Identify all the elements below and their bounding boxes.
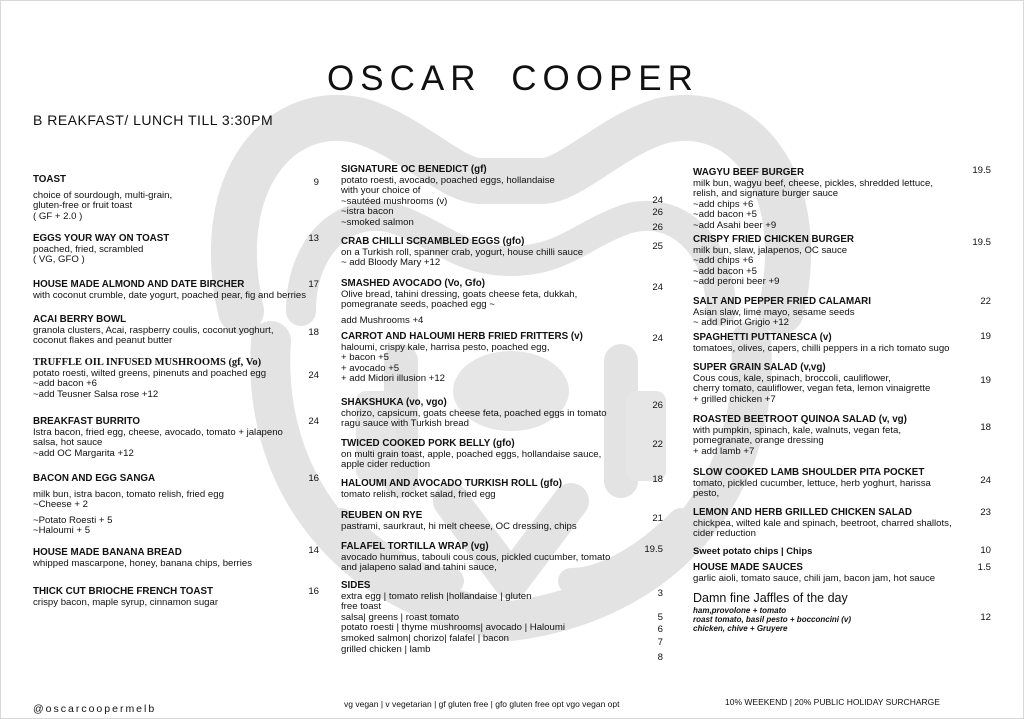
menu-item-price: 26 [652,207,663,218]
menu-item-price: 24 [652,282,663,293]
menu-item-description: potato roesti, avocado, poached eggs, hollandaise [341,174,555,186]
jaffles-price: 12 [980,612,991,623]
menu-item [693,563,963,584]
menu-item-name: TOAST [33,174,67,185]
menu-item-description: with coconut crumble, date yogurt, poached pear, fig and berries [33,289,307,301]
menu-item-price: 19.5 [972,165,991,176]
menu-item [33,417,308,459]
menu-item-description: coconut flakes and peanut butter [33,335,173,347]
menu-item-description: ~ add Pinot Grigio +12 [693,317,790,329]
menu-item-description: salsa, hot sauce [33,437,103,449]
menu-item-price: 6 [657,624,663,635]
menu-item [693,297,963,329]
menu-item-price: 24 [308,370,319,381]
menu-item-price: 26 [652,222,663,233]
menu-item [341,279,641,326]
menu-item-description: ~add bacon +5 [693,209,758,221]
menu-item-description: pomegranate, orange dressing [693,435,824,447]
menu-item [341,398,641,430]
menu-item-price: 10 [980,545,991,556]
menu-item-description: pomegranate seeds, poached egg ~ [341,299,495,311]
menu-item-description: pesto, [693,488,720,500]
menu-item [693,235,963,288]
menu-item [341,542,641,574]
menu-item-description: tomato, pickled cucumber, lettuce, herb yoghurt, harissa [693,477,931,489]
menu-item-price: 16 [308,586,319,597]
menu-item-price: 3 [657,588,663,599]
menu-item-description: ~Haloumi + 5 [33,525,91,537]
menu-item-description: ~istra bacon [341,206,394,218]
menu-item [341,439,641,471]
menu-item [693,546,963,557]
jaffle-option: roast tomato, basil pesto + bocconcini (v) [693,614,852,624]
menu-item-price: 25 [652,241,663,252]
menu-item-description: + bacon +5 [341,352,390,364]
menu-item [341,479,641,500]
menu-item-price: 8 [657,652,663,663]
menu-item-description: on a Turkish roll, spanner crab, yogurt, house chilli sauce [341,246,584,258]
menu-item-price: 21 [652,513,663,524]
menu-item-name: THICK CUT BRIOCHE FRENCH TOAST [33,586,213,597]
jaffle-option: ham,provolone + tomato [693,605,787,615]
menu-item [33,315,308,347]
menu-item-description: potato roesti | thyme mushrooms| avocado | Haloumi [341,622,565,634]
menu-item-description: ( GF + 2.0 ) [33,210,83,222]
menu-item-description: add Mushrooms +4 [341,314,424,326]
menu-item-description: ~smoked salmon [341,216,414,228]
menu-item [693,468,963,500]
menu-item-description: Asian slaw, lime mayo, sesame seeds [693,306,855,318]
menu-item-price: 19.5 [972,237,991,248]
menu-item-price: 7 [657,637,663,648]
menu-item-price: 24 [652,333,663,344]
menu-item-name: SUPER GRAIN SALAD (v,vg) [693,362,826,373]
menu-item-name: SIDES [341,580,371,591]
jaffle-option: chicken, chive + Gruyere [693,623,788,633]
menu-item [33,474,308,537]
menu-item-description: grilled chicken | lamb [341,643,431,655]
menu-item-price: 26 [652,400,663,411]
menu-item [693,415,963,457]
menu-item-description: chickpea, wilted kale and spinach, beetroot, charred shallots, [693,517,952,529]
menu-item-name: SALT AND PEPPER FRIED CALAMARI [693,296,871,307]
menu-item-description: poached, fried, scrambled [33,243,144,255]
menu-item-description: on multi grain toast, apple, poached eggs, hollandaise sauce, [341,448,602,460]
menu-item-description: Cous cous, kale, spinach, broccoli, cauliflower, [693,372,891,384]
menu-item-description: ragu sauce with Turkish bread [341,418,469,430]
menu-item-description: milk bun, slaw, jalapenos, OC sauce [693,244,848,256]
menu-item-price: 5 [657,612,663,623]
menu-item [33,280,308,301]
menu-item-description: tomatoes, olives, capers, chilli peppers in a rich tomato sugo [693,342,950,354]
menu-item-description: crispy bacon, maple syrup, cinnamon sugar [33,596,219,608]
menu-item-price: 23 [980,507,991,518]
menu-item-description: ~Potato Roesti + 5 [33,514,113,526]
menu-item-description: potato roesti, wilted greens, pinenuts and poached egg [33,367,267,379]
menu-item-name: HOUSE MADE BANANA BREAD [33,547,182,558]
menu-item [341,581,641,655]
menu-item-description: ~add bacon +6 [33,378,98,390]
menu-item [693,333,963,354]
menu-item-price: 22 [652,439,663,450]
menu-item-price: 9 [313,177,319,188]
menu-item [693,363,963,405]
menu-item [33,587,308,608]
menu-item-price: 1.5 [977,562,991,573]
menu-item-description: smoked salmon| chorizo| falafel | bacon [341,632,509,644]
menu-item-name: BACON AND EGG SANGA [33,473,156,484]
menu-item-name: SLOW COOKED LAMB SHOULDER PITA POCKET [693,467,925,478]
menu-item-description: pastrami, saurkraut, hi melt cheese, OC dressing, chips [341,520,577,532]
menu-item-name: HALOUMI AND AVOCADO TURKISH ROLL (gfo) [341,478,562,489]
menu-item-description: garlic aioli, tomato sauce, chili jam, bacon jam, hot sauce [693,572,936,584]
menu-item-price: 24 [652,195,663,206]
menu-item-price: 16 [308,473,319,484]
menu-item-description: haloumi, crispy kale, harrisa pesto, poached egg, [341,341,550,353]
menu-item-description: granola clusters, Acai, raspberry coulis, coconut yoghurt, [33,324,274,336]
menu-item-price: 19.5 [644,544,663,555]
menu-item-description: Olive bread, tahini dressing, goats cheese feta, dukkah, [341,288,578,300]
menu-item-price: 24 [308,416,319,427]
menu-item-price: 14 [308,545,319,556]
menu-item-price: 18 [980,422,991,433]
menu-item-description: choice of sourdough, multi-grain, [33,189,173,201]
menu-item-description: ~sautéed mushrooms (v) [341,195,448,207]
menu-item [33,548,308,569]
menu-item [693,508,963,540]
menu-item-description: with your choice of [341,185,421,197]
menu-item-description: ~add Teusner Salsa rose +12 [33,388,159,400]
restaurant-title: OSCAR COOPER [327,59,699,98]
menu-item-description: ~add peroni beer +9 [693,276,780,288]
menu-item-description: gluten-free or fruit toast [33,200,133,212]
menu-item-description: chorizo, capsicum, goats cheese feta, poached eggs in tomato [341,407,607,419]
menu-item-description: + add Midori illusion +12 [341,373,445,385]
menu-item-description: and jalapeno salad and tahini sauce, [341,562,497,574]
menu-item-price: 19 [980,375,991,386]
menu-item-name: TWICED COOKED PORK BELLY (gfo) [341,438,515,449]
menu-item-description: ~Cheese + 2 [33,499,88,511]
menu-item-name: HOUSE MADE ALMOND AND DATE BIRCHER [33,279,245,290]
dietary-legend: vg vegan | v vegetarian | gf gluten free | gfo gluten free opt vgo vegan opt [344,699,620,709]
menu-item-price: 22 [980,296,991,307]
menu-item-name: TRUFFLE OIL INFUSED MUSHROOMS (gf, Vo) [33,357,262,368]
menu-item-description: Istra bacon, fried egg, cheese, avocado, tomato + jalapeno [33,426,283,438]
menu-item-description: whipped mascarpone, honey, banana chips, berries [33,557,253,569]
jaffles-title: Damn fine Jaffles of the day [693,591,848,605]
menu-item-price: 24 [980,475,991,486]
menu-item-description: + grilled chicken +7 [693,393,776,405]
menu-item-name: SMASHED AVOCADO (Vo, Gfo) [341,278,486,289]
menu-item-description: avocado hummus, tabouli cous cous, pickled cucumber, tomato [341,551,611,563]
menu-item-name: ACAI BERRY BOWL [33,314,127,325]
menu-item [33,175,308,222]
menu-item-name: HOUSE MADE SAUCES [693,562,803,573]
menu-item [341,511,641,532]
menu-item-description: cider reduction [693,528,756,540]
menu-item-name: ROASTED BEETROOT QUINOA SALAD (v, vg) [693,414,907,425]
menu-subtitle: B REAKFAST/ LUNCH TILL 3:30PM [33,112,274,128]
menu-item-description: + add lamb +7 [693,445,755,457]
menu-item-description: extra egg | tomato relish |hollandaise | gluten [341,590,532,602]
menu-item-price: 19 [980,331,991,342]
menu-item-description: free toast [341,601,381,613]
menu-item-name: EGGS YOUR WAY ON TOAST [33,233,170,244]
menu-item-price: 18 [652,474,663,485]
menu-item-price: 18 [308,327,319,338]
menu-item-price: 13 [308,233,319,244]
menu-item [341,165,641,229]
menu-item-description: ~add chips +6 [693,255,754,267]
menu-item-name: SIGNATURE OC BENEDICT (gf) [341,164,487,175]
menu-item [341,237,641,269]
menu-item-description: ~add Asahi beer +9 [693,219,777,231]
menu-item-name: CRISPY FRIED CHICKEN BURGER [693,234,854,245]
menu-item-description: ~add OC Margarita +12 [33,447,134,459]
menu-item-name: SHAKSHUKA (vo, vgo) [341,397,447,408]
menu-item-name: SPAGHETTI PUTTANESCA (v) [693,332,832,343]
menu-item-name: BREAKFAST BURRITO [33,416,141,427]
jaffles-section [693,593,963,633]
menu-item-description: ~add bacon +5 [693,265,758,277]
menu-item-name: CRAB CHILLI SCRAMBLED EGGS (gfo) [341,236,525,247]
menu-item-description: tomato relish, rocket salad, fried egg [341,488,496,500]
menu-item-description: milk bun, wagyu beef, cheese, pickles, shredded lettuce, [693,177,933,189]
menu-item-description: with pumpkin, spinach, kale, walnuts, vegan feta, [693,424,901,436]
menu-item-name: REUBEN ON RYE [341,510,423,521]
menu-item-description: relish, and signature burger sauce [693,188,839,200]
menu-item-description: ( VG, GFO ) [33,254,85,266]
menu-item [341,332,641,385]
surcharge-note: 10% WEEKEND | 20% PUBLIC HOLIDAY SURCHARGE [725,697,940,707]
menu-item-description: salsa| greens | roast tomato [341,611,460,623]
menu-item-name: LEMON AND HERB GRILLED CHICKEN SALAD [693,507,912,518]
menu-item-name: Sweet potato chips | Chips [693,545,813,556]
menu-item-description: milk bun, istra bacon, tomato relish, fried egg [33,488,224,500]
menu-item-description: ~ add Bloody Mary +12 [341,257,441,269]
menu-item-name: WAGYU BEEF BURGER [693,167,805,178]
menu-item [33,234,308,266]
instagram-handle: @oscarcoopermelb [33,703,157,715]
menu-item-price: 17 [308,279,319,290]
menu-item-name: CARROT AND HALOUMI HERB FRIED FRITTERS (v) [341,331,583,342]
menu-item-description: cherry tomato, cauliflower, vegan feta, lemon vinaigrette [693,383,931,395]
menu-item [693,168,963,232]
menu-item-name: FALAFEL TORTILLA WRAP (vg) [341,541,489,552]
menu-item-description: + avocado +5 [341,362,400,374]
menu-item-description: ~add chips +6 [693,198,754,210]
menu-item [33,358,308,400]
menu-item-description: apple cider reduction [341,459,431,471]
